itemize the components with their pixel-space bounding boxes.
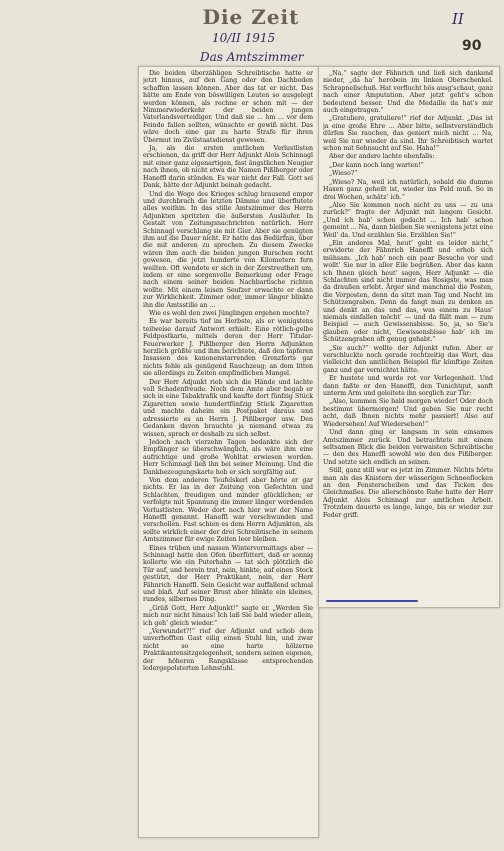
pen-underline-mark (326, 600, 418, 602)
paragraph: Der Herr Adjunkt rieb sich die Hände und lachte voll Schadenfreude. Noch dem Amte aber begab er sich in eine Tabaktrafik und kaufte dort fünfzig Stück Zigaretten sowie hundertfünfzig Stück Zigaretten und machte daheim ein Postpaket daraus und adressierte es an Herrn J. Pißlberger usw. Den Gedanken davon brauchte ja niemand etwas zu wissen, sprach er deshalb zu sich selbst. (143, 378, 313, 438)
handwritten-date: 10/II 1915 (212, 31, 276, 45)
paragraph: „Also Sie kommen noch nicht zu uns — zu uns zurück?“ fragte der Adjunkt mit langem Gesicht. „Und ich hab’ schon gedacht ... Ich hab’ schon gemeint ... Na, dann bleiben Sie wenigstens jetzt eine Weil’ da. Und erzählen Sie. Erzählen Sie!“ (323, 201, 493, 239)
paragraph: „Verwundet?!“ rief der Adjunkt und schob dem unverhofften Gast eilig einen Stuhl hin, und zwar nicht so eine harte hölzerne Praktikantensitzgelegenheit, sondern seinen eigenen, der höheren Rangsklasse entsprechenden ledergepolsterten Lehnstuhl. (143, 628, 313, 673)
paragraph: „Wieso?“ (329, 170, 358, 178)
paragraph: Eines trüben und nassen Wintervormittags aber — Schinnagl hatte den Ofen überfüttert, daß er sonnig kollerte wie ein Puterhahn — tat sich plötzlich die Tür auf, und herein trat, nein, hinkte, auf einen Stock gestützt, der Herr Praktikant, nein, der Herr Fähnrich Haneffl. Sein Gesicht war auffallend schmal und blaß. Auf seiner Brust aber blinkte ein kleines, rundes, silbernes Ding. (143, 544, 313, 604)
paragraph: Aber der andere lachte ebenfalls: (329, 153, 435, 161)
paragraph: Die beiden überzähligen Schreibtische hatte er jetzt hinaus, auf den Gang oder den Dachboden schaffen lassen können. Aber das tat er nicht. Das hätte am Ende von böswilligen Leuten so ausgelegt werden können, als rechne er schon mit — der Nimmerwiederkehr der beiden jungen Vaterlandsverteidiger. Und daß sie ... hm ... vor dem Feinde fallen sollten, wünschte er gewiß nicht. Das wäre doch eine gar zu harte Strafe für ihren Übermut im Zivilstaatsdienst gewesen. (143, 70, 313, 144)
paragraph: Still, ganz still war es jetzt im Zimmer. Nichts hörte man als das Knistern der wässerigen Schneeflocken an den Fensterscheiben und das Ticken des Gleichmaßes. Die allerschönste Ruhe hatte der Herr Adjunkt Alois Schinnagl zur amtlichen Arbeit. Trotzdem dauerte es lange, lange, bis er wieder zur Feder griff. (323, 467, 493, 519)
page-number: 90 (462, 38, 482, 54)
newspaper-masthead: Die Zeit (202, 5, 300, 29)
paragraph: Und dann ging er langsam in sein einsames Amtszimmer zurück. Und betrachtete mit einem seltsamen Blick die beiden verwaisten Schreibtische — den des Haneffl sowohl wie den des Pißlberger. Und setzte sich endlich an seinen. (323, 429, 493, 466)
paragraph: Und die Woge des Krieges schlug brausend empor und durchbrach die letzten Dämme und überflutete alles weithin. In das stille Amtszimmer des Herrn Adjunkten spritzten die äußersten Ausläufer. In Gestalt von Zeitungsnachrichten natürlich. Herr Schinnagl verschlang sie mit Gier. Aber sie genügten ihm auf die Dauer nicht. Er hatte das Bedürfnis, über die mit anderen zu sprechen. Zu diesem Zwecke wären ihm auch die beiden jungen Burschen recht gewesen, die jetzt hunderte von Kilometern fern weilten. Oft wendete er sich in der Zerstreutheit um, indem er eine sorgenvolle Bemerkung oder Frage nach einem seiner beiden Nachbartische richten wollte. Mit einem leisen Seufzer erwachte er dann zur Wirklichkeit. Zimmer oder, immer länger blinkte ihn die Amtsstille an ... (143, 190, 313, 309)
paragraph: Jedoch nach vierzehn Tagen bedankte sich der Empfänger so überschwänglich, als wäre ihm eine aufrichtige und große Wohltat erwiesen worden. Herr Schinnagl ließ ihn bei seiner Meinung. Und die Dankbezeugungskarte hob er sich sorgfältig auf. (143, 438, 313, 476)
paragraph: Er hustete und wurde rot vor Verlegenheit. Und dann faßte er den Haneffl, den Tunichtgut, sanft unterm Arm und geleitete ihn sorglich zur Tür: (323, 375, 493, 398)
paragraph: „Wieso? Na, weil ich natürlich, sobald die dumme Haxen ganz geheilt ist, wieder ins Feld muß. So in drei Wochen, schätz’ ich.“ (323, 178, 493, 201)
paragraph: „Na,“ sagte der Fähnrich und ließ sich dankend nieder, „da ha’ herobein im linken Oberschenkel. Schrapnellschuß. Hat verflucht bös ausg’schaut, ganz nach einer Amputation. Aber jetzt geht’s schon bedeutend besser. Und die Medaille da hat’s mir auch eingetragen.“ (323, 70, 493, 115)
paragraph: Ja, als die ersten amtlichen Verlustlisten erschienen, da griff der Herr Adjunkt Alois Schinnagl mit einer ganz eigenartigen, fast ängstlichen Neugier nach ihnen, ob nicht etwa die Namen Pißlberger oder Haneffl darin stünden. Es war nicht der Fall. Gott sei Dank, hätte der Adjunkt beinah gedacht. (143, 145, 313, 190)
handwritten-title: Das Amtszimmer (200, 50, 304, 64)
paragraph: „Ein anderes Mal, heut’ geht es leider nicht,“ erwiderte der Fähnrich Haneffl und erhob sich mühsam. „Ich hab’ noch ein paar Besuche vor und wollt’ Sie nur in aller Eile begrüßen. Aber das kann ich Ihnen gleich heut’ sagen, Herr Adjunkt — die Schlachten sind nicht immer das Rosigste, was man da draußen erlebt. Ärger sind manchmal die Posten, die Vorposten, denn da sitzt man Tag und Nacht im Schützengraben. Denn da fangt man zu denken an und denkt an das und das, was einem zu Haus’ niemals einfallen möcht’ — und da fällt man — zum Beispiel — auch Gewissensbisse. So, ja, so Sie’s glauben oder nicht, Gewissensbisse hab’ ich im Schützengraben oft genug gehabt.“ (323, 239, 493, 344)
handwritten-corner-mark: II (452, 10, 464, 28)
article-column-right (323, 70, 493, 602)
paragraph: Es war bereits tief im Herbste, als er wenigstens teilweise darauf Antwort erhielt: Eine rötlich-gelbe Feldpostkarte, mittels deren der Herr Titular-Feuerwerker J. Pißlberger den Herrn Adjunkten herzlich grüßte und ihm berichtete, daß den tapferen Insassen des kanonenstarrenden Grenzforts gar nichts fehle als genügend Rauchzeug; an dem litten sie allerdings zu Zeiten empfindlichen Mangel. (143, 318, 313, 378)
paragraph: Von dem anderen Teufelskerl aber hörte er gar nichts. Er las in der Zeitung von Gefechten und Schlachten, freudigen und minder glücklichen; er verfolgte mit Spannung die immer länger werdenden Verlustlisten. Weder dort noch hier war der Name Haneffl genannt. Haneffl war verschwunden und verschollen. Fast schien es dem Herrn Adjunkten, als sollte wirklich einer der drei Schreibtische in seinem Amtszimmer für ewige Zeiten leer bleiben. (143, 476, 313, 544)
article-column-left (143, 70, 313, 832)
paragraph: Wie es wohl den zwei Jünglingen ergehen mochte? (149, 310, 310, 317)
paragraph: „Sie auch?“ wollte der Adjunkt rufen. Aber er verschluckte noch gerade rechtzeitig das Wort, das vielleicht den amtlichen Beispiel für künftige Zeiten ganz und gar vernichtet hätte. (323, 344, 493, 374)
paragraph: „Der kann noch lang warten!“ (329, 161, 424, 169)
paragraph: „Grüß Gott, Herr Adjunkt!“ sagte er. „Werden Sie mich nur nicht hinaus! Ich laß Sie bald wieder allein, ich geh’ gleich wieder.“ (143, 604, 313, 627)
paragraph: „Also, kommen Sie bald morgen wieder! Oder doch bestimmt übermorgen! Und geben Sie nur recht acht, daß Ihnen nichts mehr passiert! Also auf Wiedersehen! Auf Wiedersehen!“ (323, 398, 493, 428)
paragraph: „Gratuliere, gratuliere!“ rief der Adjunkt. „Das ist ja eine große Ehre ... Aber bitte, selbstverständlich dürfen Sie rauchen, das geniert mich nicht ... Na, weil Sie nur wieder da sind. Ihr Schreibtisch wartet schon mit Sehnsucht auf Sie. Haha!“ (323, 115, 493, 153)
